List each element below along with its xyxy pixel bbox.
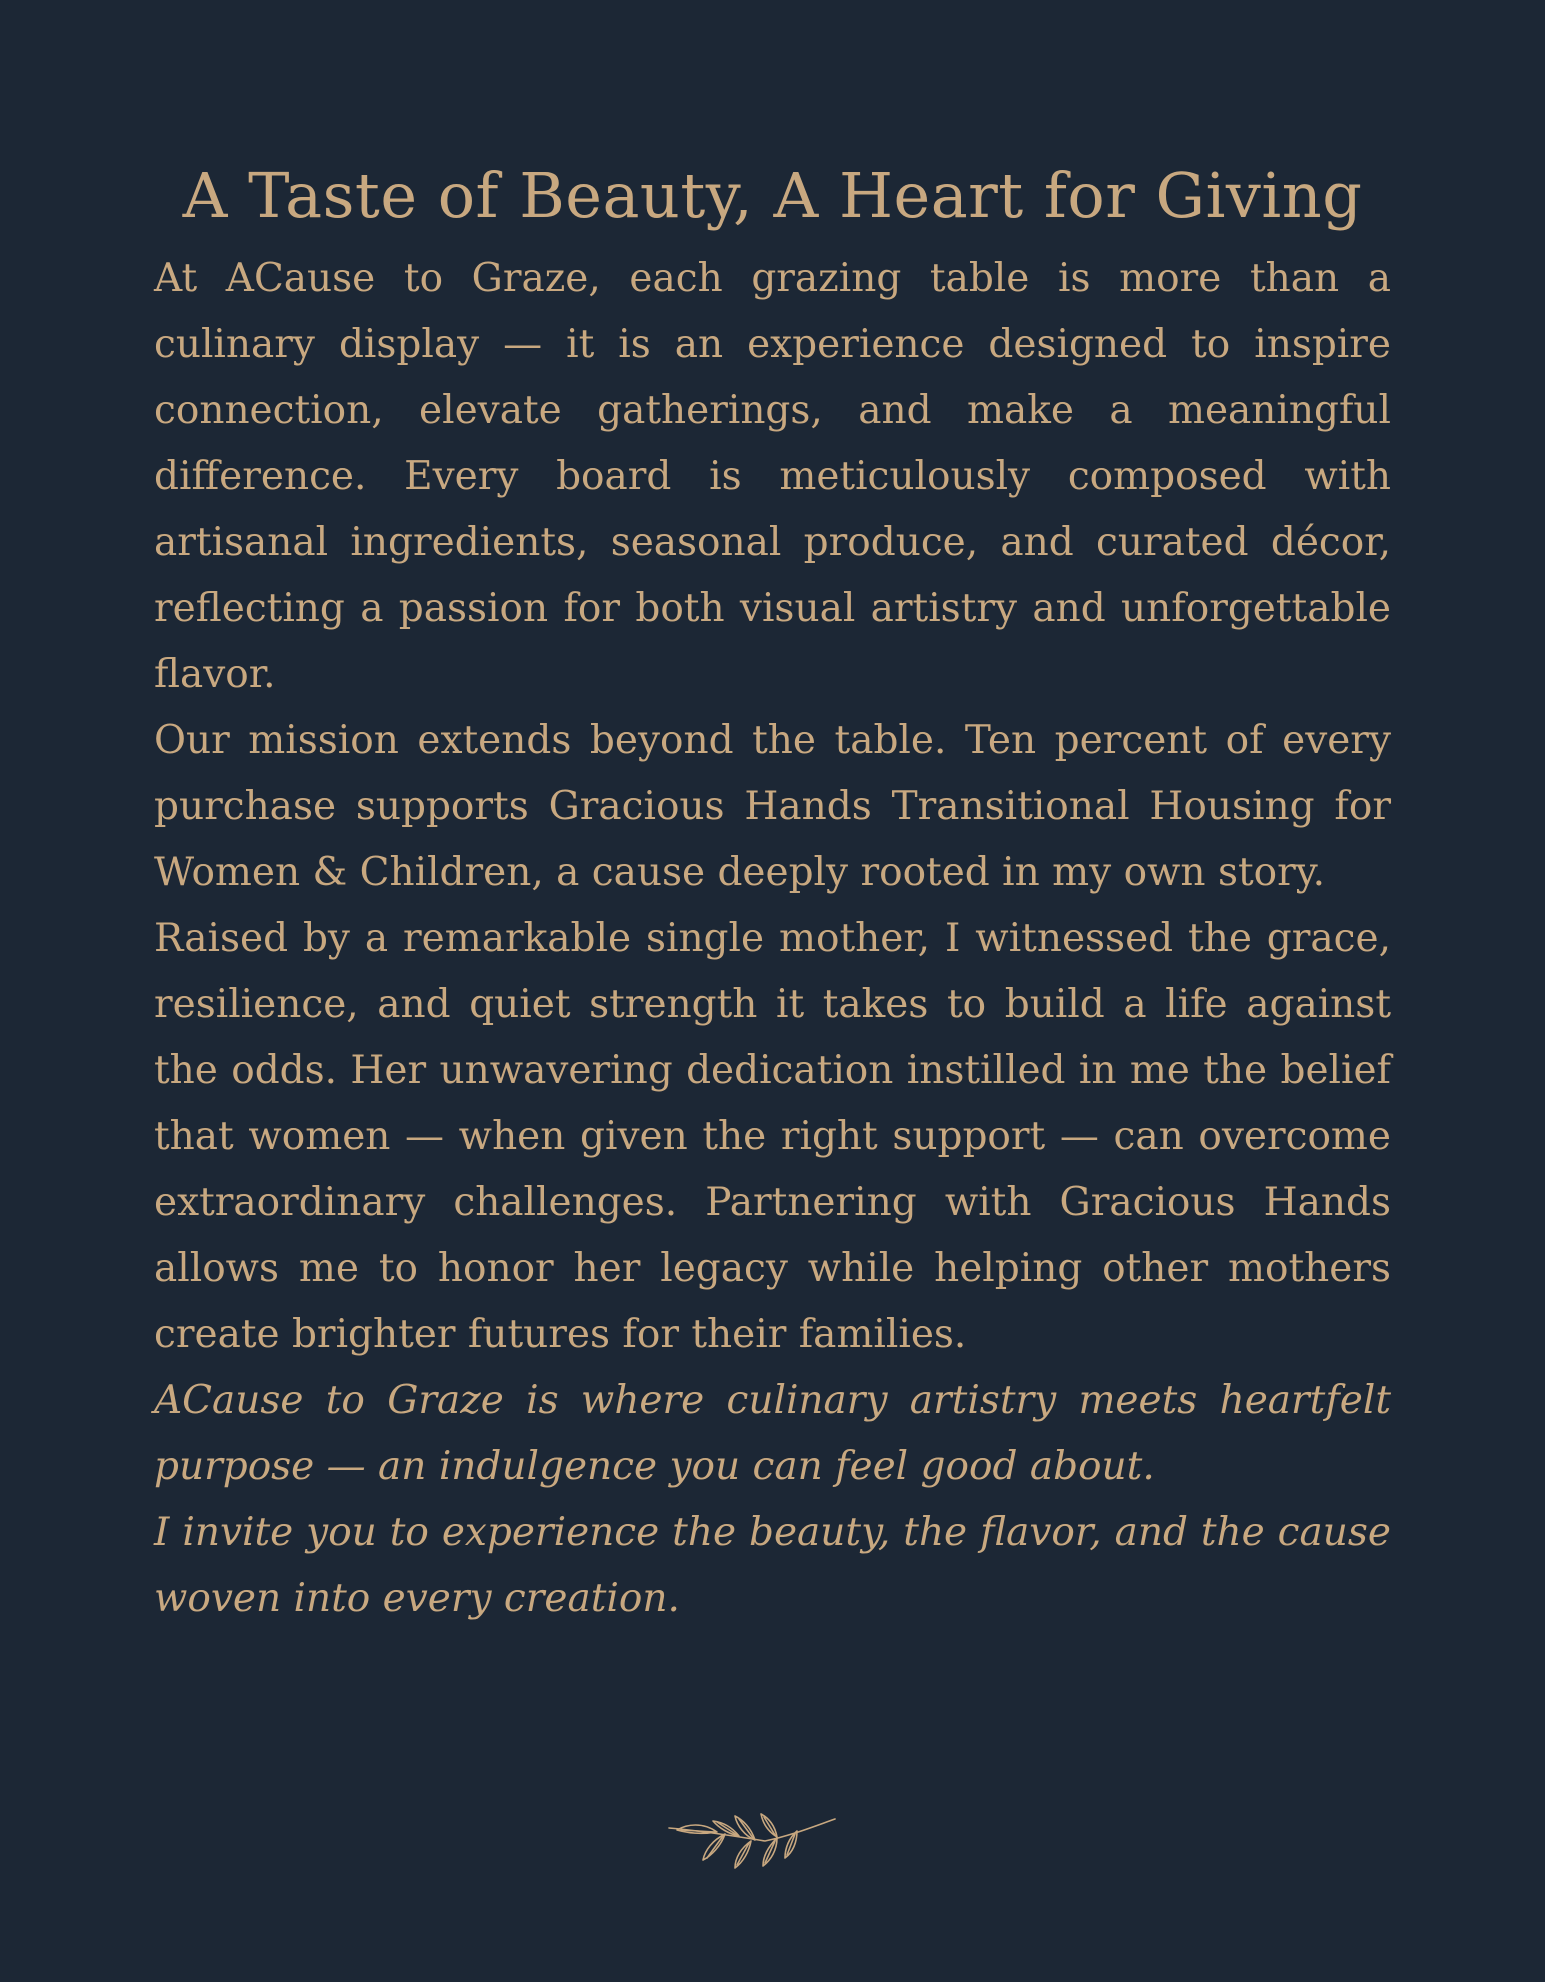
tagline-paragraph: ACause to Graze is where culinary artistry meets heartfelt purpose — an indulgence you can feel good about. [154, 1378, 1391, 1489]
invitation-paragraph: I invite you to experience the beauty, the flavor, and the cause woven into every creation. [154, 1510, 1391, 1621]
story-paragraph: Raised by a remarkable single mother, I witnessed the grace, resilience, and quiet strength it takes to build a life against the odds. Her unwavering dedication instilled in me the belief that women — when given the right support — can overcome extraordinary challenges. Partnering with Gracious Hands allows me to honor her legacy while helping other mothers create brighter futures for their families. [154, 916, 1391, 1357]
olive-sprig-icon [665, 1796, 837, 1874]
intro-paragraph: At ACause to Graze, each grazing table is more than a culinary display — it is an experience designed to inspire connection, elevate gatherings, and make a meaningful difference. Every board is meticulously composed with artisanal ingredients, seasonal produce, and curated décor, reflecting a passion for both visual artistry and unforgettable flavor. [154, 256, 1391, 697]
content-section [154, 150, 1391, 1632]
page-title: A Taste of Beauty, A Heart for Giving [182, 159, 1363, 232]
mission-paragraph: Our mission extends beyond the table. Ten percent of every purchase supports Gracious Hands Transitional Housing for Women & Children, a cause deeply rooted in my own story. [154, 718, 1391, 895]
